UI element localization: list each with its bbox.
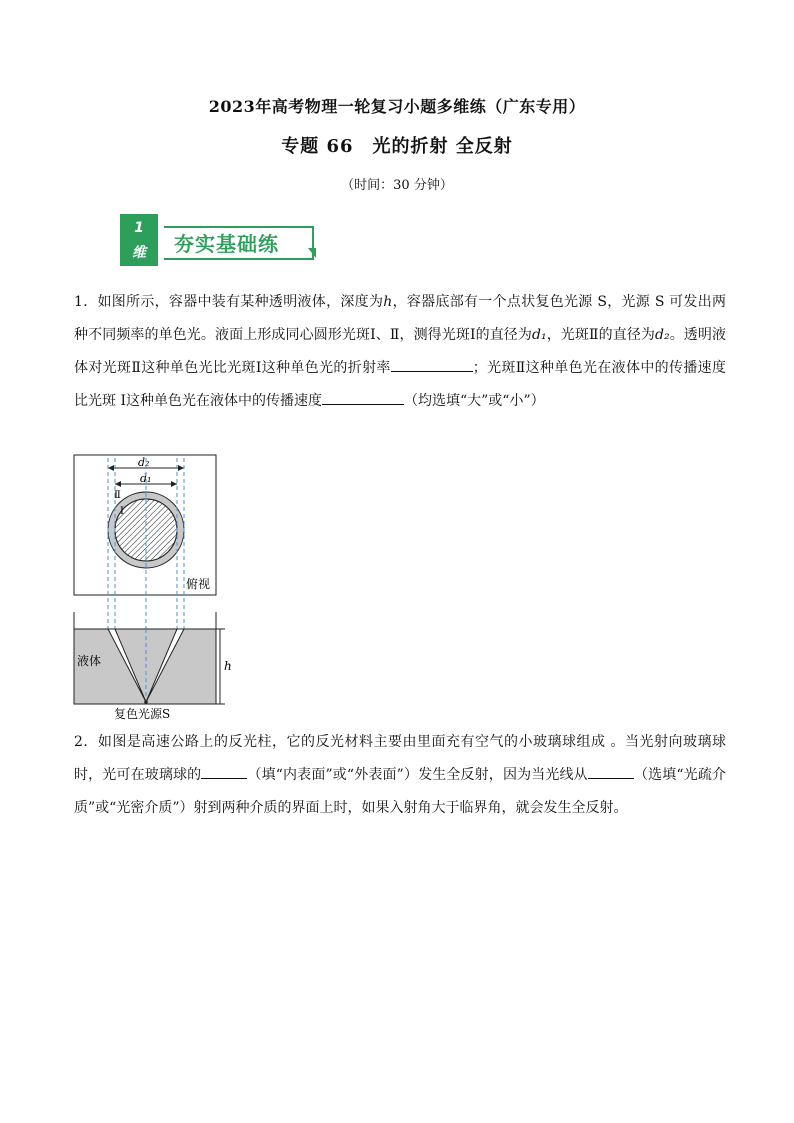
label-I: Ⅰ: [120, 506, 124, 517]
label-d1: d₁: [140, 472, 152, 485]
q1-var-d2: d₂: [655, 327, 670, 343]
question-2: [74, 726, 726, 825]
q1-text-2: ，容器底部有一个点状复色光源 S，光源 S 可发出两种不同频率的单色光。液面上形成同心圆形光斑Ⅰ、Ⅱ，测得光斑Ⅰ的直径为: [74, 294, 727, 343]
section-suffix: 维: [132, 245, 146, 261]
q1-var-d1: d₁: [532, 327, 547, 343]
section-title: 夯实基础练: [174, 232, 279, 256]
section-badge: [120, 214, 158, 266]
label-top-view: 俯视: [186, 577, 211, 591]
doc-title: 2023年高考物理一轮复习小题多维练（广东专用）: [208, 97, 586, 116]
q1-text-3: ，光斑Ⅱ的直径为: [546, 327, 656, 343]
label-source: 复色光源S: [114, 707, 171, 721]
q2-text-2: （填“内表面”或“外表面”）发生全反射，因为当光线从: [247, 767, 588, 783]
q2-text-1: 2．如图是高速公路上的反光柱，它的反光材料主要由里面充有空气的小玻璃球组成 。当光射向玻璃球时，光可在玻璃球的: [74, 734, 726, 783]
q2-blank-1[interactable]: [201, 762, 247, 779]
q1-var-h: h: [383, 294, 393, 310]
light-spot-figure: [72, 452, 232, 722]
q2-blank-2[interactable]: [588, 762, 634, 779]
source-point: [144, 700, 148, 704]
label-liquid: 液体: [77, 654, 102, 668]
section-banner: [120, 212, 320, 268]
q1-blank-1[interactable]: [391, 355, 473, 372]
time-note: （时间：30 分钟）: [341, 178, 453, 193]
q1-text-5: ；光斑Ⅱ这种单色光在液体中的传播速度比光斑 Ⅰ这种单色光在液体中的传播速度: [74, 360, 727, 409]
question-1: [74, 286, 726, 418]
section-number: 1: [134, 220, 144, 236]
topic-title: 专题 66 光的折射 全反射: [281, 136, 513, 157]
label-h: h: [224, 659, 232, 673]
q1-blank-2[interactable]: [322, 388, 404, 405]
label-II: Ⅱ: [114, 490, 121, 501]
q2-text-3: （选填“光疏介质”或“光密介质”）射到两种介质的界面上时，如果入射角大于临界角，就会发生全反射。: [74, 767, 726, 816]
section-frame-tail: [308, 248, 316, 258]
q1-text-6: （均选填“大”或“小”）: [403, 393, 545, 409]
q1-text-1: 1．如图所示，容器中装有某种透明液体，深度为: [74, 294, 384, 310]
label-d2: d₂: [138, 456, 150, 469]
q1-text-4: 。透明液体对光斑Ⅱ这种单色光比光斑Ⅰ这种单色光的折射率: [74, 327, 727, 376]
